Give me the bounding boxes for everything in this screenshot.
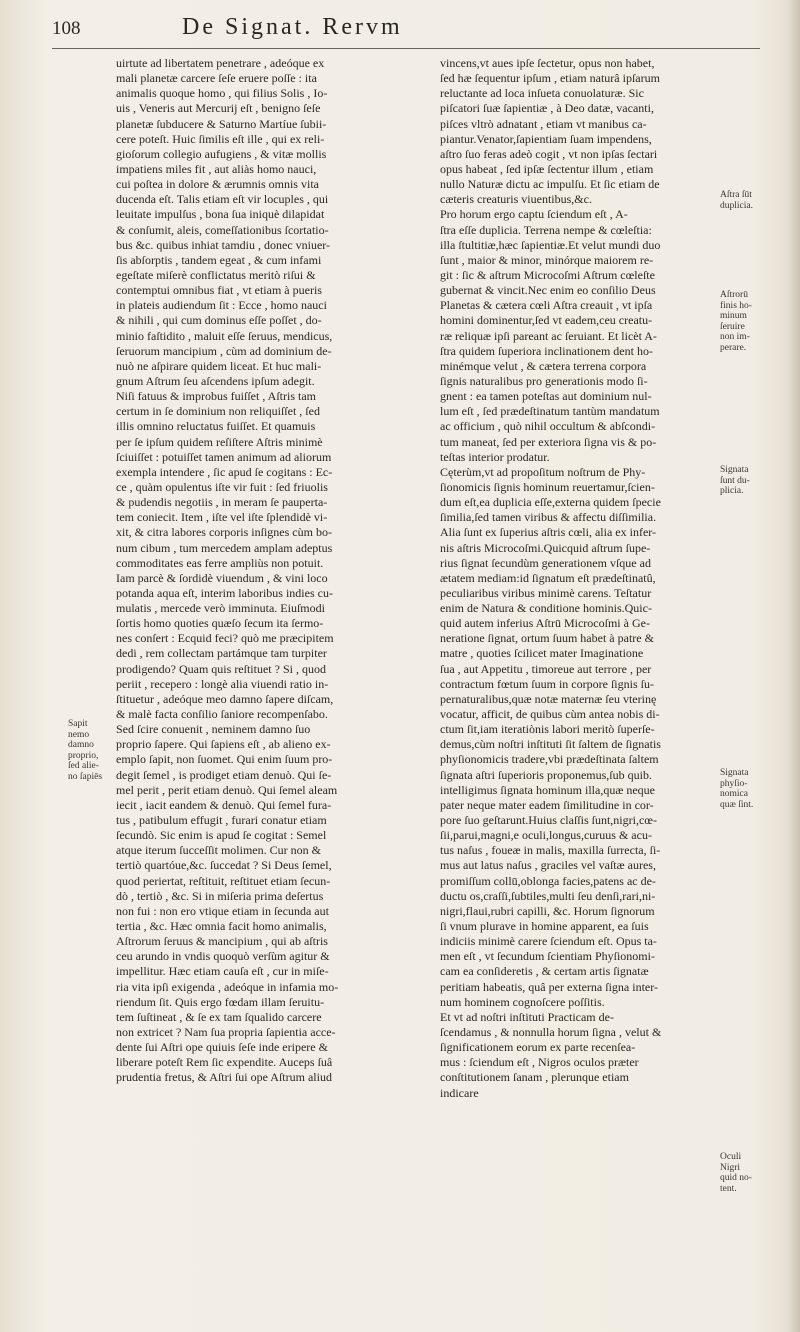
- text-line: neratione ſignat, ortum ſuum habet à patre &: [440, 631, 654, 646]
- text-line: commoditates eas ferre ampliùs non potuit.: [116, 555, 324, 570]
- text-line: dum eſt,ea duplicia eſſe,externa quidem ſpecie: [440, 495, 661, 510]
- text-line: mali planetæ carcere ſeſe eruere poſſe : ita: [116, 71, 317, 86]
- margin-note-line: nemo: [68, 729, 90, 740]
- margin-note-signata-duplicia: [720, 465, 780, 497]
- text-line: ceu arundo in vndis quoquò verſùm agitur &: [116, 949, 330, 964]
- left-text-column: [116, 56, 428, 1086]
- text-line: & malè facta conſilio ſaniore recompenſabo.: [116, 707, 328, 722]
- text-line: cere poteſt. Huic ſimilis eſt ille , qui ex reli-: [116, 131, 325, 146]
- text-line: contemptui omnibus fiat , vt etiam à pueris: [116, 283, 322, 298]
- margin-note-line: plicia.: [720, 486, 744, 496]
- text-line: proprio ſapere. Qui ſapiens eſt , ab alieno ex-: [116, 737, 331, 752]
- margin-note-line: non im-: [720, 332, 750, 342]
- text-line: tum maneat, ſed per exteriora ſigna vis & po-: [440, 434, 657, 449]
- text-line: bus &c. quibus inhiat tamdiu , donec vniuer-: [116, 237, 331, 252]
- text-line: ætatem mediam:id ſignatum eſt prædeſtinatû,: [440, 570, 656, 585]
- text-line: egeſtate miſerè conflictatus meritò riſui &: [116, 267, 316, 282]
- text-line: num hominem cognoſcere poſſitis.: [440, 994, 605, 1009]
- text-line: mulatis , mercede verò imminuta. Eiuſmodi: [116, 601, 325, 616]
- page-gutter-shadow: [786, 0, 800, 1332]
- text-line: rius ſignat ſecundùm generationem vſque ad: [440, 555, 651, 570]
- text-line: cui poſtea in dolore & ærumnis omnis vita: [116, 177, 319, 192]
- text-line: periit , recepero : longè alia viuendi ratio in-: [116, 676, 329, 691]
- text-line: men eſt , vt ſecundum ſcientiam Phyſionomi-: [440, 949, 655, 964]
- text-line: Cęterùm,vt ad propoſitum noſtrum de Phy-: [440, 464, 646, 479]
- margin-note-line: Nigri: [720, 1162, 741, 1173]
- text-line: matre , quoties ſcilicet mater Imaginatione: [440, 646, 644, 661]
- text-line: peculiaribus viribus minimè carens. Teſtatur: [440, 585, 652, 600]
- text-line: vocatur, afficit, de quibus cùm antea nobis di-: [440, 707, 660, 722]
- text-line: gnent : ea tamen poteſtas aut dominium nul-: [440, 389, 652, 404]
- margin-note-line: Sapit: [68, 719, 88, 729]
- text-line: illa ſtultitiæ,hæc ſapientiæ.Et velut mundi duo: [440, 237, 661, 252]
- text-line: peritiam habeatis, quâ per externa ſigna inter-: [440, 979, 658, 994]
- text-line: tertia , &c. Hæc omnia facit homo animalis,: [116, 919, 327, 934]
- text-line: mus aut latus naſus , graciles vel vaſtæ aures,: [440, 858, 656, 873]
- text-line: teſtas interior prodatur.: [440, 449, 550, 464]
- text-line: minémque velut , & cætera terrena corpora: [440, 358, 647, 373]
- text-line: tus , patibulum effugit , furari conatur etiam: [116, 813, 327, 828]
- text-line: reluctante ad loca inſueta conuolaturæ. Sic: [440, 86, 644, 101]
- text-line: iecit , iacit eandem & denuò. Qui ſemel fura-: [116, 797, 332, 812]
- text-line: indiciis minimè carere ſciendum eſt. Opus ta-: [440, 934, 657, 949]
- text-line: Et vt ad noſtri inſtituti Practicam de-: [440, 1009, 614, 1024]
- margin-note-line: Oculi: [720, 1152, 742, 1162]
- text-line: Pro horum ergo captu ſciendum eſt , A-: [440, 207, 628, 222]
- text-line: tem coniecit. Item , iſte vel iſte ſplendidè vi-: [116, 510, 328, 525]
- margin-note-line: nomica: [720, 789, 748, 799]
- text-line: riendum ſit. Quis ergo fœdam illam ſeruitu-: [116, 994, 325, 1009]
- text-line: planetæ ſubducere & Saturno Martíue ſubii-: [116, 116, 327, 131]
- text-line: certum in ſe dominium non reliquiſſet , ſed: [116, 404, 320, 419]
- margin-note-line: Aſtrorū: [720, 290, 748, 300]
- text-line: Alia ſunt ex ſuperius aſtris cœli, alia ex infer-: [440, 525, 657, 540]
- text-line: Sed ſcire conuenit , neminem damno ſuo: [116, 722, 311, 737]
- margin-note-line: quid no-: [720, 1173, 752, 1183]
- text-line: & conſumit, aleis, comeſſationibus ſcortatio-: [116, 222, 329, 237]
- text-line: cam ea conſideretis , & certam artis ſignatæ: [440, 964, 649, 979]
- text-line: uirtute ad libertatem penetrare , adeóque ex: [116, 56, 325, 70]
- margin-note-line: phyſio-: [720, 778, 748, 789]
- margin-note-line: duplicia.: [720, 200, 753, 211]
- text-line: uis , Veneris aut Mercurij eſt , benigno ſeſe: [116, 101, 321, 116]
- text-line: opus habeat , ſed ipſæ ſectentur illum , etiam: [440, 161, 654, 176]
- text-line: Planetas & cætera cœli Aſtra creauit , vt ipſa: [440, 298, 653, 313]
- text-line: leuitate impulſus , bona ſua iniquè dilapidat: [116, 207, 325, 222]
- text-line: ſignis naturalibus pro generationis modo ſi-: [440, 373, 648, 388]
- text-line: prudentia fretus, & Aſtri ſui ope Aſtrum aliud: [116, 1070, 332, 1085]
- text-line: liberare poteſt Rem ſic expendite. Auceps ſuâ: [116, 1055, 333, 1070]
- text-line: tus naſus , foueæ in malis, maxilla ſurrecta, ſi-: [440, 843, 661, 858]
- text-line: gioſorum collegio aufugiens , & vitæ mollis: [116, 146, 327, 161]
- text-line: ſi vnum plurave in homine apparent, ea ſuis: [440, 919, 649, 934]
- margin-note-line: quæ ſint.: [720, 799, 754, 810]
- margin-note-line: no ſapiēs: [68, 771, 103, 782]
- text-line: indicare: [440, 1085, 479, 1100]
- text-line: exempla intendere , ſic apud ſe cogitans : Ec-: [116, 464, 333, 479]
- text-line: minio faſtidito , maluit eſſe ſeruus, mendicus,: [116, 328, 333, 343]
- text-line: & pudendis negotiis , in meram ſe pauperta-: [116, 495, 328, 510]
- text-line: piantur.Venator,ſapientiam ſuam impendens,: [440, 131, 652, 146]
- text-line: ſcendamus , & nonnulla horum ſigna , velut &: [440, 1025, 662, 1039]
- text-line: tem ſuſtineat , & ſe ex tam ſqualido carcere: [116, 1009, 322, 1024]
- text-line: dò , tertiò , &c. Si in miſeria prima deſertus: [116, 888, 324, 903]
- text-line: ſecundò. Sic enim is apud ſe cogitat : Semel: [116, 828, 327, 843]
- text-line: ſciuiſſet : potuiſſet tamen animum ad aliorum: [116, 449, 332, 464]
- running-title: De Signat. Rervm: [182, 14, 403, 40]
- text-line: num cibum , tum mercedem amplam adeptus: [116, 540, 333, 555]
- text-line: ſimilia,ſed tamen viribus & affectu diſſimilia.: [440, 510, 657, 525]
- text-line: in plateis audiendum ſit : Ecce , homo nauci: [116, 298, 327, 313]
- text-line: ctum ſit,iam iteratiònis labori meritò ſuperſe-: [440, 722, 655, 737]
- text-line: Aſtrorum ſeruus & mancipium , qui ab aſtris: [116, 934, 328, 949]
- text-line: dedi , rem collectam partámque tam turpiter: [116, 646, 327, 661]
- text-line: ſortis homo quoties quæſo ſecum ita ſermo-: [116, 616, 324, 631]
- margin-note-line: Signata: [720, 768, 749, 778]
- margin-note-line: minum: [720, 311, 747, 321]
- text-line: & nihili , qui cum dominus eſſe poſſet , do-: [116, 313, 322, 328]
- margin-note-signata-physionomica: [720, 768, 780, 810]
- margin-note-line: ſed alie-: [68, 761, 99, 771]
- text-line: vincens,vt aues ipſe ſectetur, opus non habet,: [440, 56, 655, 70]
- text-line: ſignata aſtri ſuperioris proponemus,ſub quib.: [440, 767, 652, 782]
- text-line: ſed hæ ſequentur ipſum , etiam naturâ ipſarum: [440, 71, 660, 86]
- text-line: emplo ſapit, non ſuomet. Qui enim ſuum pro-: [116, 752, 333, 767]
- text-line: per ſe ipſum quidem reſiſtere Aſtris minimè: [116, 434, 323, 449]
- running-head: [52, 14, 760, 49]
- text-line: nes conſert : Ecquid feci? quò me præcipitem: [116, 631, 334, 646]
- text-line: prodigendo? Quam quis reſtituet ? Si , quod: [116, 661, 326, 676]
- text-line: aſtro ſuo feras adeò cogit , vt non ipſas ſectari: [440, 146, 658, 161]
- text-line: Iam parcè & ſordidè viuendum , & vini loco: [116, 570, 328, 585]
- margin-note-line: ſunt du-: [720, 475, 750, 486]
- text-line: impatiens miles fit , aut aliàs homo nauci,: [116, 161, 317, 176]
- text-line: tertiò quartóue,&c. ſuccedat ? Si Deus ſemel,: [116, 858, 332, 873]
- text-line: animalis quoque homo , qui filius Solis , Io-: [116, 86, 328, 101]
- margin-note-line: Aſtra ſūt: [720, 190, 752, 200]
- text-line: non extricet ? Nam ſua propria ſapientia acce-: [116, 1025, 336, 1039]
- text-line: ſtra eſſe duplicia. Terrena nempe & cœleſtia:: [440, 222, 652, 237]
- text-line: ſis abſorptis , tandem egeat , & cum infami: [116, 252, 322, 267]
- text-line: nigri,flaui,rubri capilli, &c. Horum ſignorum: [440, 903, 655, 918]
- text-line: mel perit , perit etiam denuò. Qui ſemel aleam: [116, 782, 338, 797]
- text-line: ſtra quidem ſuperiora inclinationem dent ho-: [440, 343, 653, 358]
- margin-note-line: ſeruire: [720, 321, 745, 332]
- text-line: potanda aqua eſt, interim laboribus indies cu-: [116, 585, 333, 600]
- text-line: git : ſic & aſtrum Microcoſmi Aſtrum cœleſte: [440, 267, 655, 282]
- text-line: atque iterum ſucceſſit molimen. Cur non &: [116, 843, 321, 858]
- text-line: ſunt , maior & minor, minórque maiorem re-: [440, 252, 654, 267]
- text-line: quid autem inferius Aſtrū Microcoſmi à Ge-: [440, 616, 650, 631]
- margin-note-line: tent.: [720, 1183, 737, 1194]
- text-line: impellitur. Hæc etiam cauſa eſt , cur in miſe-: [116, 964, 329, 979]
- text-line: ſeruorum mancipium , cùm ad dominium de-: [116, 343, 332, 358]
- text-line: conſtitutionem ſanam , plerunque etiam: [440, 1070, 629, 1085]
- text-line: nis aſtris Microcoſmi.Quicquid aſtrum ſupe-: [440, 540, 651, 555]
- page-number: 108: [52, 18, 81, 39]
- text-line: demus,cùm noſtri inſtituti ſit ſaltem de ſignatis: [440, 737, 661, 752]
- text-line: piſces vltrò adnatant , etiam vt manibus ca-: [440, 116, 647, 131]
- margin-note-astrorum-finis: [720, 290, 780, 353]
- text-line: degit ſemel , is prodiget etiam denuò. Qui ſe-: [116, 767, 332, 782]
- text-line: dente ſui Aſtri ope quiuis ſeſe inde eripere &: [116, 1040, 328, 1055]
- text-line: cæteris creaturis viuentibus,&c.: [440, 192, 592, 207]
- text-line: Niſi fatuus & improbus fuiſſet , Aſtris tam: [116, 389, 316, 404]
- text-line: nullo Naturæ dictu ac impulſu. Et ſic etiam de: [440, 177, 660, 192]
- text-line: pernaturalibus,quæ notæ maternæ ſeu vterinę: [440, 691, 657, 706]
- text-line: phyſionomicis tradere,vbi prædeſtinata ſaltem: [440, 752, 659, 767]
- text-line: ac officium , quò nihil occultum & abſcondi-: [440, 419, 656, 434]
- text-line: lum eſt , ſed prædeſtinatum tantùm mandatum: [440, 404, 660, 419]
- text-line: nuò ne aſpirare quidem liceat. Et huc mali-: [116, 358, 322, 373]
- text-line: ræ reliquæ ipſi pareant ac ſeruiant. Et licèt A-: [440, 328, 657, 343]
- text-line: illis omnino reluctatus fuiſſet. Et quamuis: [116, 419, 316, 434]
- text-line: contractum fœtum ſuum in corpore ſignis ſu-: [440, 676, 654, 691]
- margin-note-oculi-nigri: [720, 1152, 780, 1194]
- text-line: quod periertat, reſtituit, reſtituet etiam ſecun-: [116, 873, 331, 888]
- text-line: ſua , aut Appetitu , timoreue aut terrore , per: [440, 661, 652, 676]
- margin-note-line: damno: [68, 740, 94, 750]
- text-line: piſcatori ſuæ ſapientiæ , à Deo datæ, vacanti,: [440, 101, 654, 116]
- text-line: ſignificationem eorum ex parte recenſea-: [440, 1040, 636, 1055]
- margin-note-line: finis ho-: [720, 300, 752, 311]
- text-line: ducenda eſt. Talis etiam eſt vir locuples , qui: [116, 192, 329, 207]
- text-line: promiſſum collū,oblonga facies,patens ac de-: [440, 873, 656, 888]
- text-line: ria vita ipſi exigenda , adeóque in infamia mo-: [116, 979, 339, 994]
- text-line: intelligimus ſignata hominum illa,quæ neque: [440, 782, 655, 797]
- right-text-column: [440, 56, 714, 1101]
- text-line: mus : ſciendum eſt , Nigros oculos præter: [440, 1055, 639, 1070]
- text-line: xit, & citra labores corporis inſignes cùm bo-: [116, 525, 332, 540]
- text-line: ſtituetur , adeóque meo damno ſapere diſcam,: [116, 691, 334, 706]
- text-line: gubernat & vincit.Nec enim eo conſilio Deus: [440, 283, 656, 298]
- text-line: enim de Natura & conditione hominis.Quic-: [440, 601, 652, 616]
- margin-note-line: perare.: [720, 342, 747, 353]
- text-line: homini dominentur,ſed vt eadem,ceu creatu-: [440, 313, 653, 328]
- text-line: ce , quàm opulentus iſte vir fuit : ſed friuolis: [116, 479, 328, 494]
- margin-note-sapit: [68, 719, 114, 782]
- margin-note-astra-duplicia: [720, 190, 780, 211]
- text-line: non fui : non ero vtique etiam in ſecunda aut: [116, 903, 329, 918]
- margin-note-line: Signata: [720, 465, 749, 475]
- text-line: gnum Aſtrum ſeu aſcendens ipſum adegit.: [116, 373, 315, 388]
- margin-note-line: proprio,: [68, 750, 99, 761]
- text-line: pore ſuo geſtarunt.Huius claſſis ſunt,nigri,cœ-: [440, 813, 657, 828]
- text-line: ductu os,craſſi,ſubtiles,multi ſeu denſi,rari,ni-: [440, 888, 656, 903]
- text-line: ſii,parui,magni,e oculi,longus,curuus & acu-: [440, 828, 652, 843]
- text-line: pater neque mater eadem ſimilitudine in cor-: [440, 797, 654, 812]
- text-line: ſionomicis ſignis hominum reuertamur,ſcien-: [440, 479, 655, 494]
